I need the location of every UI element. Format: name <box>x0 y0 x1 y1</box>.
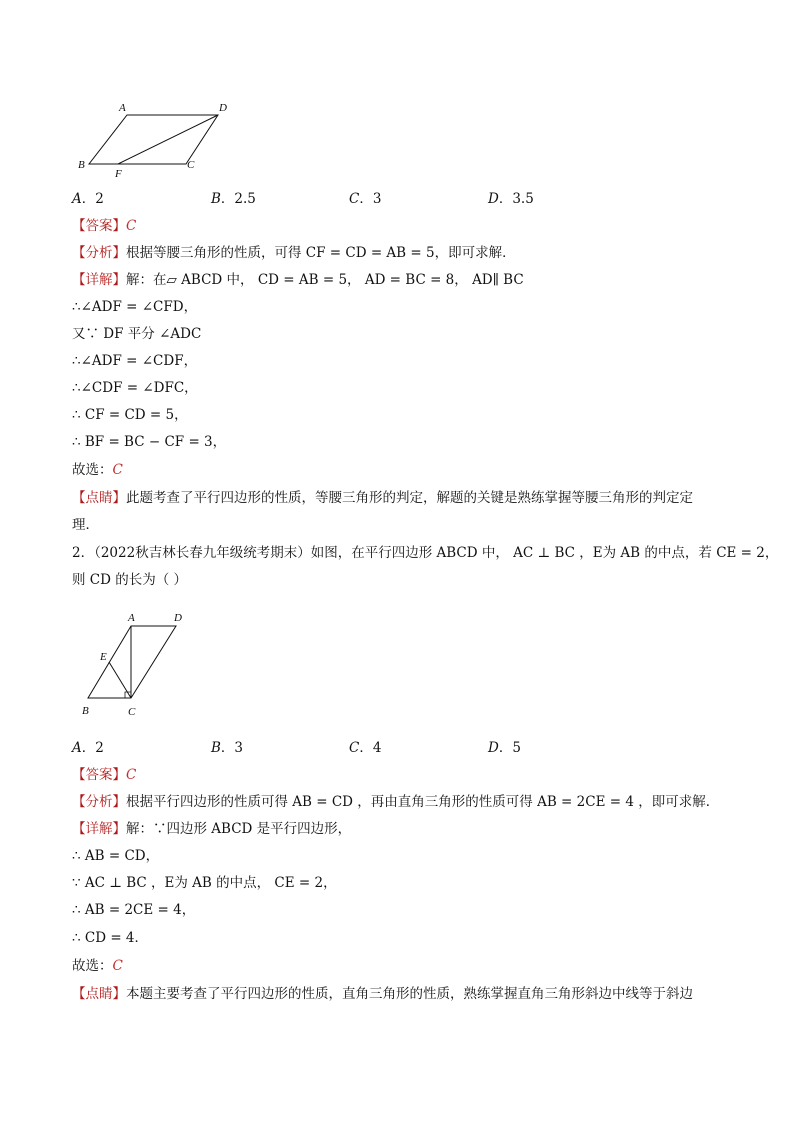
q2-option-a: A．2 <box>72 740 104 756</box>
q1-choose <box>72 460 123 480</box>
answer-tag: 【答案】 <box>72 218 126 234</box>
q2-choose <box>72 956 123 976</box>
option-value: 2 <box>95 191 104 207</box>
q1-answer <box>72 216 136 236</box>
analysis-tag: 【分析】 <box>72 794 126 810</box>
q1-step: ∴ CF = CD = 5， <box>72 407 188 423</box>
label-c: C <box>128 706 136 718</box>
q1-step: ∴∠ADF = ∠CFD， <box>72 299 198 315</box>
option-value: 3.5 <box>512 191 534 207</box>
option-value: 2 <box>95 740 104 756</box>
label-c: C <box>187 159 195 171</box>
choose-label: 故选： <box>72 958 113 974</box>
option-value: 5 <box>512 740 521 756</box>
q2-stem-line1: 2．（2022秋吉林长春九年级统考期末）如图，在平行四边形 ABCD 中， AC ⊥ BC ，E为 AB 的中点，若 CE = 2， <box>72 545 779 561</box>
analysis-tag: 【分析】 <box>72 245 126 261</box>
option-letter: C <box>349 191 360 207</box>
q2-detail <box>72 819 351 839</box>
label-a: A <box>128 612 135 624</box>
q1-option-a: A．2 <box>72 191 104 207</box>
option-letter: A <box>72 740 82 756</box>
label-a: A <box>119 102 126 114</box>
figure-2-svg <box>76 606 196 724</box>
label-b: B <box>78 159 85 171</box>
option-letter: D <box>488 740 499 756</box>
detail-text: 解：在▱ ABCD 中， CD = AB = 5， AD = BC = 8， AD∥ BC <box>126 272 524 288</box>
q1-option-c: C．3 <box>349 191 382 207</box>
q2-option-c: C．4 <box>349 740 382 756</box>
option-value: 3 <box>234 740 244 756</box>
q1-step: 又∵ DF 平分 ∠ADC <box>72 326 202 342</box>
option-value: 4 <box>372 740 382 756</box>
comment-tag: 【点睛】 <box>72 986 126 1002</box>
choose-value: C <box>112 958 123 974</box>
segment-df <box>118 115 218 164</box>
comment-tag: 【点睛】 <box>72 490 126 506</box>
option-value: 2.5 <box>234 191 256 207</box>
q2-step: ∴ AB = 2CE = 4， <box>72 902 196 918</box>
analysis-text: 根据平行四边形的性质可得 AB = CD ，再由直角三角形的性质可得 AB = 2CE = 4 ，即可求解． <box>126 794 720 810</box>
label-d: D <box>174 612 182 624</box>
detail-tag: 【详解】 <box>72 821 126 837</box>
label-d: D <box>219 102 227 114</box>
answer-tag: 【答案】 <box>72 767 126 783</box>
analysis-text: 根据等腰三角形的性质，可得 CF = CD = AB = 5，即可求解． <box>126 245 516 261</box>
detail-text: 解：∵四边形 ABCD 是平行四边形， <box>126 821 352 837</box>
detail-tag: 【详解】 <box>72 272 126 288</box>
figure-1-svg <box>72 96 242 180</box>
figure-parallelogram-1 <box>72 96 242 180</box>
label-e: E <box>100 651 107 663</box>
choose-label: 故选： <box>72 462 113 478</box>
q2-comment <box>72 984 693 1004</box>
option-value: 3 <box>372 191 382 207</box>
q2-analysis <box>72 792 719 812</box>
option-letter: B <box>211 740 221 756</box>
comment-text: 本题主要考查了平行四边形的性质，直角三角形的性质，熟练掌握直角三角形斜边中线等于斜边 <box>126 986 693 1002</box>
q2-step: ∴ CD = 4． <box>72 930 149 946</box>
comment-text: 此题考查了平行四边形的性质，等腰三角形的判定，解题的关键是熟练掌握等腰三角形的判定定 <box>126 490 693 506</box>
q2-option-b: B．3 <box>211 740 244 756</box>
q1-step: ∴ BF = BC − CF = 3， <box>72 434 227 450</box>
q2-step: ∴ AB = CD， <box>72 848 160 864</box>
q2-stem-line2: 则 CD 的长为（ ） <box>72 572 188 588</box>
segment-ce <box>109 662 131 698</box>
q2-answer <box>72 765 136 785</box>
choose-value: C <box>112 462 123 478</box>
label-f: F <box>115 168 122 180</box>
option-letter: D <box>488 191 499 207</box>
figure-parallelogram-2 <box>76 606 196 724</box>
label-b: B <box>82 705 89 717</box>
q1-comment-cont: 理． <box>72 517 99 533</box>
answer-value: C <box>126 767 137 783</box>
q2-option-d: D．5 <box>488 740 521 756</box>
q1-step: ∴∠ADF = ∠CDF， <box>72 353 198 369</box>
option-letter: A <box>72 191 82 207</box>
q1-detail <box>72 270 524 290</box>
q1-option-d: D．3.5 <box>488 191 534 207</box>
answer-value: C <box>126 218 137 234</box>
parallelogram-abcd <box>89 115 218 164</box>
option-letter: C <box>349 740 360 756</box>
q2-step: ∵ AC ⊥ BC ，E为 AB 的中点， CE = 2， <box>72 875 337 891</box>
option-letter: B <box>211 191 221 207</box>
q1-analysis <box>72 243 516 263</box>
q1-comment <box>72 488 693 508</box>
q1-step: ∴∠CDF = ∠DFC， <box>72 380 198 396</box>
q1-option-b: B．2.5 <box>211 191 256 207</box>
